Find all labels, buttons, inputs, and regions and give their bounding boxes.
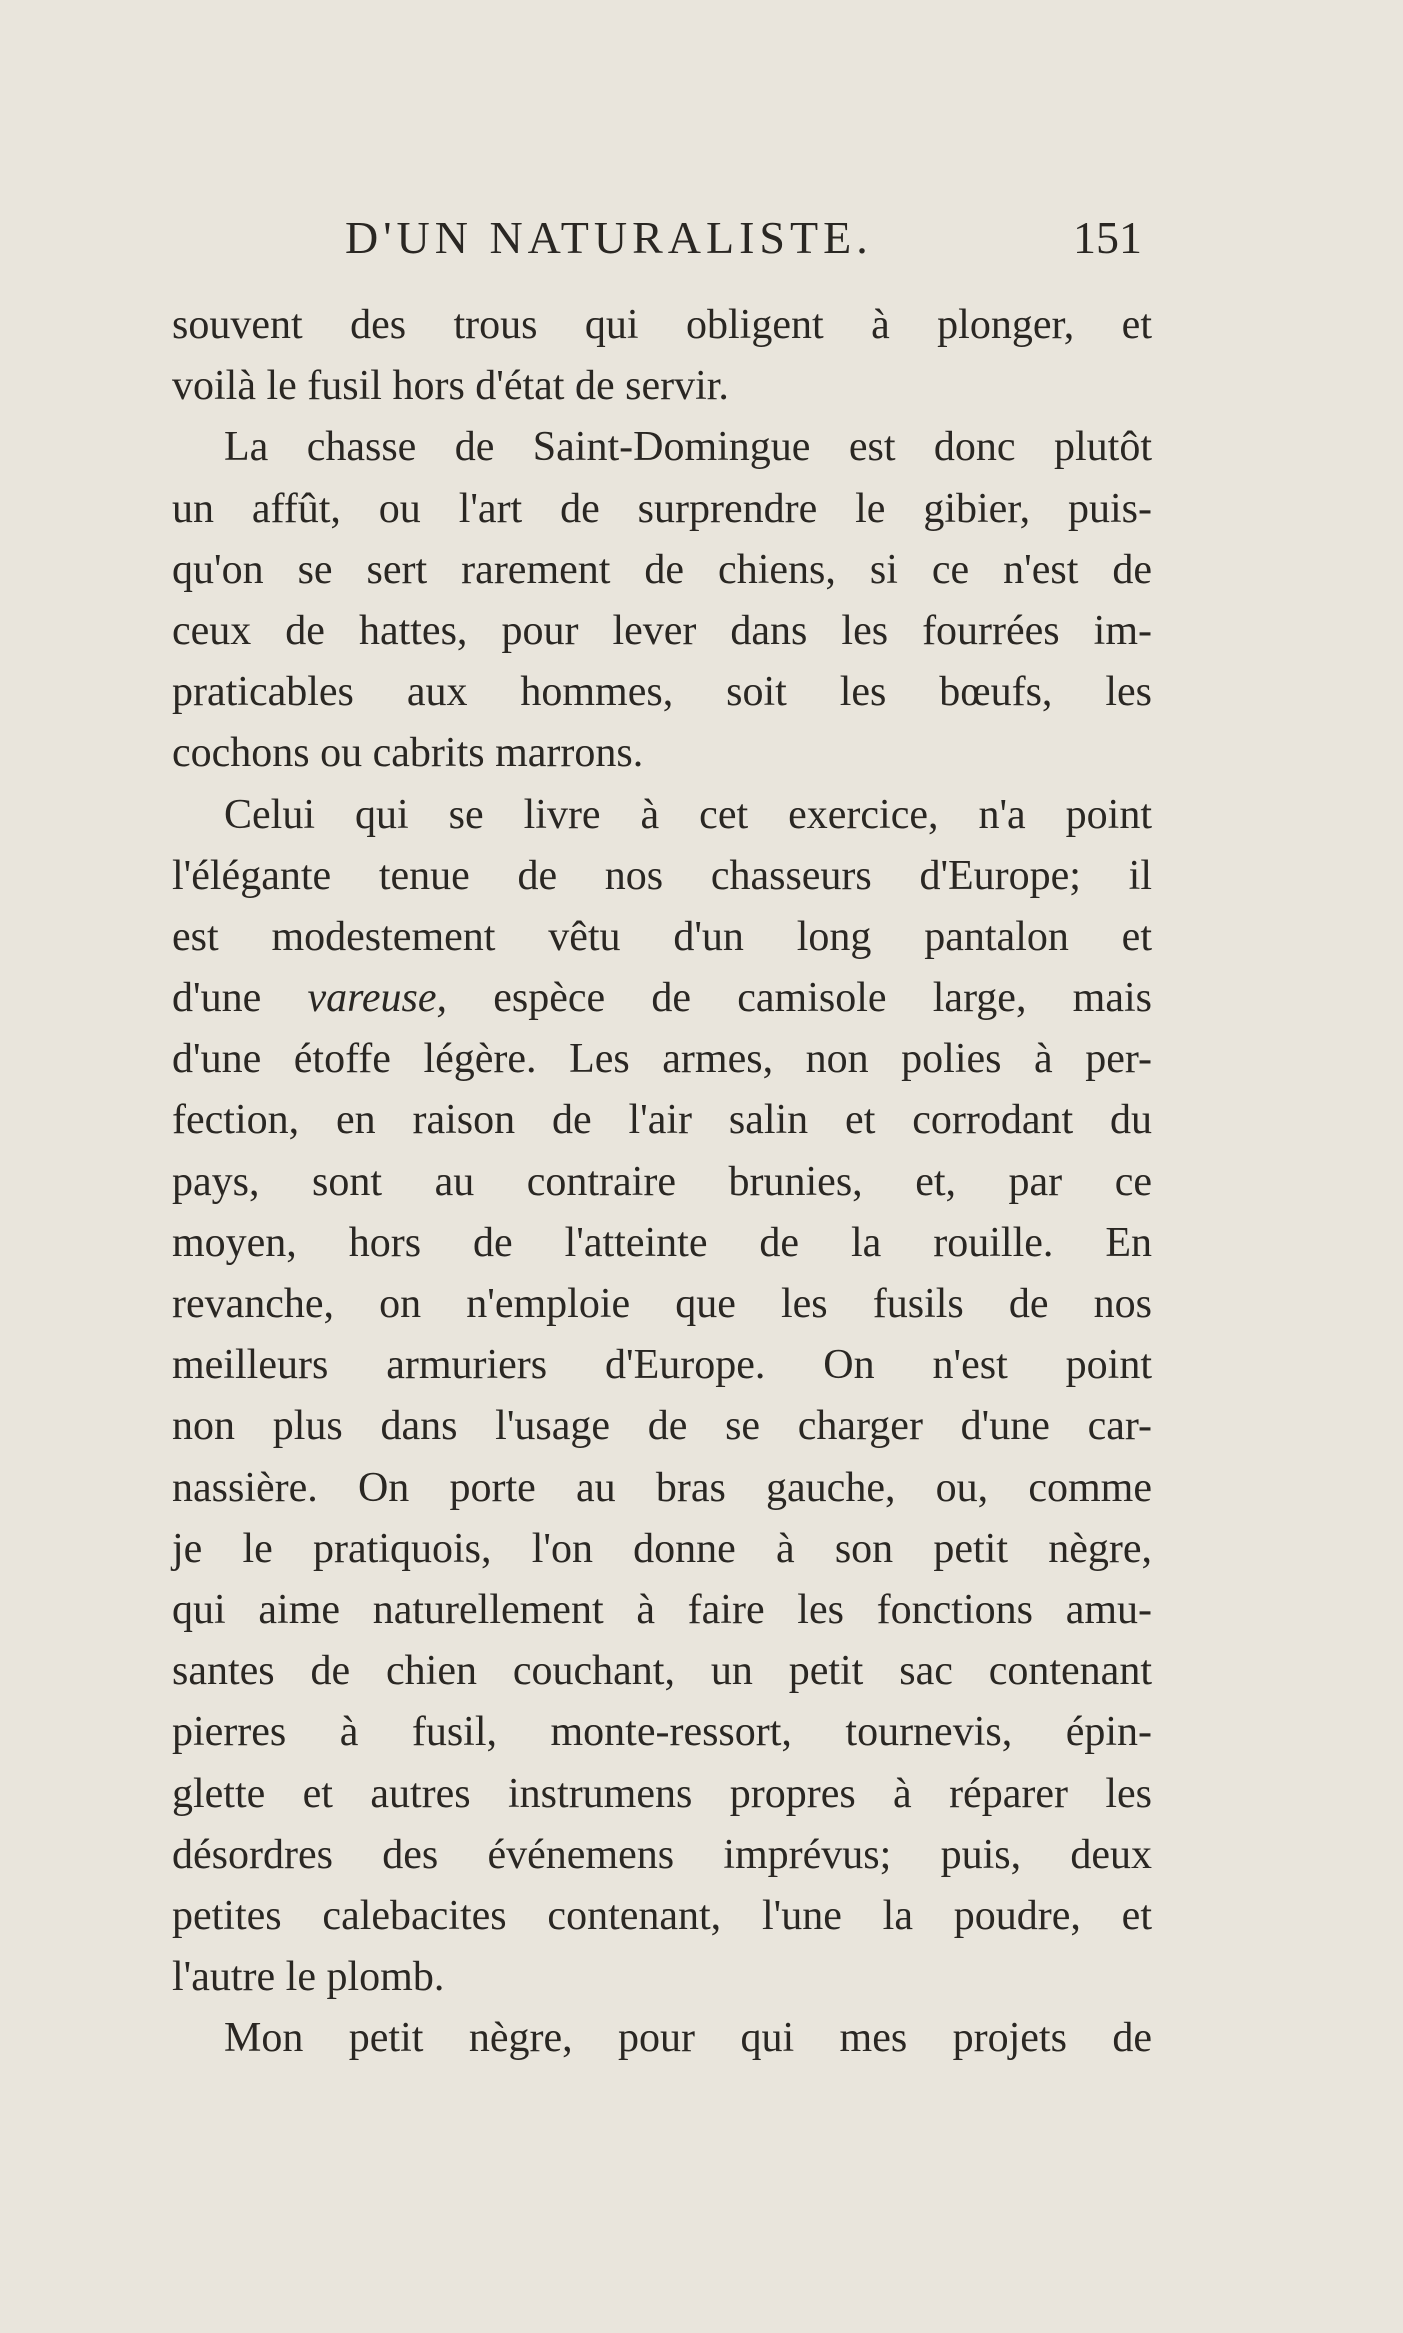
text-line: petites calebacites contenant, l'une la poudre, et (172, 1892, 1152, 1939)
text-line: pierres à fusil, monte-ressort, tournevis, épin- (172, 1709, 1152, 1756)
text-line: non plus dans l'usage de se charger d'une car- (172, 1403, 1152, 1450)
text-line: un affût, ou l'art de surprendre le gibier, puis- (172, 485, 1152, 532)
paragraph-first-line: Mon petit nègre, pour qui mes projets de (224, 2015, 1152, 2062)
text-line: qu'on se sert rarement de chiens, si ce n'est de (172, 546, 1152, 593)
running-title: D'UN NATURALISTE. (345, 212, 873, 263)
text-line: d'une étoffe légère. Les armes, non polies à per- (172, 1036, 1152, 1083)
text-line: moyen, hors de l'atteinte de la rouille. En (172, 1219, 1152, 1266)
running-header (170, 211, 1150, 271)
text-line: cochons ou cabrits marrons. (172, 730, 644, 777)
text-line: ceux de hattes, pour lever dans les fourrées im- (172, 607, 1152, 654)
text-line: l'autre le plomb. (172, 1954, 445, 2001)
text-line: meilleurs armuriers d'Europe. On n'est point (172, 1342, 1152, 1389)
text-line: je le pratiquois, l'on donne à son petit nègre, (172, 1525, 1152, 1572)
text-line: l'élégante tenue de nos chasseurs d'Europe; il (172, 852, 1152, 899)
page-number: 151 (1073, 212, 1142, 263)
text-line-with-italic (172, 968, 1152, 1029)
text-line: revanche, on n'emploie que les fusils de nos (172, 1281, 1152, 1327)
text-line: glette et autres instrumens propres à réparer les (172, 1770, 1152, 1817)
text-line: santes de chien couchant, un petit sac contenant (172, 1648, 1152, 1695)
text-line: désordres des événemens imprévus; puis, deux (172, 1831, 1152, 1878)
text-line: qui aime naturellement à faire les fonctions amu- (172, 1586, 1152, 1633)
text-line: souvent des trous qui obligent à plonger, et (172, 302, 1152, 348)
text-segment: espèce de camisole large, mais (493, 975, 1152, 1022)
text-line: fection, en raison de l'air salin et corrodant du (172, 1097, 1152, 1144)
text-segment: d'une (172, 975, 262, 1022)
paragraph-first-line: Celui qui se livre à cet exercice, n'a point (224, 791, 1152, 838)
text-line: pays, sont au contraire brunies, et, par ce (172, 1158, 1152, 1205)
text-line: nassière. On porte au bras gauche, ou, comme (172, 1464, 1152, 1511)
text-line: est modestement vêtu d'un long pantalon et (172, 913, 1152, 960)
body-text (172, 295, 1152, 2069)
paragraph-first-line: La chasse de Saint-Domingue est donc plutôt (224, 424, 1152, 471)
italic-term: vareuse, (307, 975, 448, 1022)
text-line: voilà le fusil hors d'état de servir. (172, 363, 729, 410)
text-line: praticables aux hommes, soit les bœufs, les (172, 669, 1152, 716)
